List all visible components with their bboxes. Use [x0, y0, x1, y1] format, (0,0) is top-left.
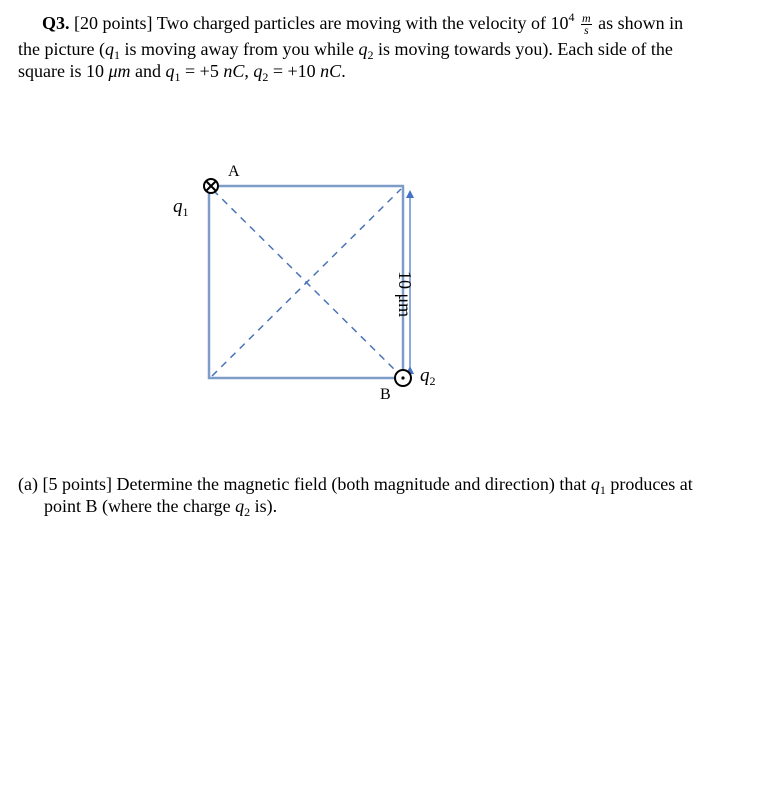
- point-b-label: B: [380, 386, 391, 403]
- question-text: Two charged particles are moving with the velocity of 10: [156, 13, 569, 33]
- part-a-line-1: [18, 473, 693, 495]
- part-a-q2-subscript: 2: [244, 505, 251, 519]
- part-a-label: (a): [18, 474, 38, 494]
- q2-figure-label: [420, 365, 436, 388]
- part-a-line-2: [44, 495, 277, 517]
- q1-figure-subscript: 1: [182, 205, 189, 219]
- q2-subscript-2: 2: [262, 70, 269, 84]
- point-a-label: A: [228, 163, 240, 180]
- part-a-q1-symbol: q: [590, 474, 600, 494]
- q2-value: = +10: [268, 61, 321, 81]
- q1-subscript-2: 1: [174, 70, 181, 84]
- q2-out-of-page-icon: [395, 370, 411, 386]
- line2-text-b: is moving away from you while: [119, 39, 359, 59]
- micrometer-unit: μm: [108, 61, 131, 81]
- part-a-text-end: produces at: [605, 474, 693, 494]
- part-a-q1-subscript: 1: [599, 483, 606, 497]
- question-points: [20 points]: [74, 13, 153, 33]
- part-a-text: Determine the magnetic field (both magnitude and direction) that: [111, 474, 591, 494]
- q1-figure-label: [173, 196, 189, 219]
- unit-numerator: m: [582, 11, 591, 26]
- unit-denominator: s: [584, 23, 589, 38]
- q2-symbol-2: q: [253, 61, 263, 81]
- question-number: Q3.: [42, 13, 70, 33]
- q1-value: = +5: [180, 61, 224, 81]
- line2-text-c: is moving towards you). Each side of the: [373, 39, 673, 59]
- line3-text-b: and: [130, 61, 166, 81]
- q1-into-page-icon: [204, 179, 218, 193]
- q1-subscript: 1: [113, 48, 120, 62]
- part-a-q2-symbol: q: [235, 496, 245, 516]
- q2-subscript: 2: [367, 48, 374, 62]
- part-a-line2-b: is).: [250, 496, 278, 516]
- separator: ,: [244, 61, 254, 81]
- question-text-end: as shown in: [598, 13, 684, 33]
- line3-end: .: [341, 61, 346, 81]
- q1-symbol-2: q: [165, 61, 175, 81]
- side-length-label: 10 μm: [395, 271, 415, 318]
- q2-figure-symbol: q: [420, 365, 430, 386]
- q1-symbol: q: [104, 39, 114, 59]
- part-a-points: [5 points]: [42, 474, 112, 494]
- q1-figure-symbol: q: [173, 196, 183, 217]
- nc-unit-1: nC: [223, 61, 245, 81]
- nc-unit-2: nC: [320, 61, 342, 81]
- velocity-exponent: 4: [568, 10, 575, 24]
- line3-text-a: square is 10: [18, 61, 109, 81]
- line2-text-a: the picture (: [18, 39, 105, 59]
- q2-symbol: q: [358, 39, 368, 59]
- part-a-line2-a: point B (where the charge: [44, 496, 236, 516]
- q2-figure-subscript: 2: [429, 374, 436, 388]
